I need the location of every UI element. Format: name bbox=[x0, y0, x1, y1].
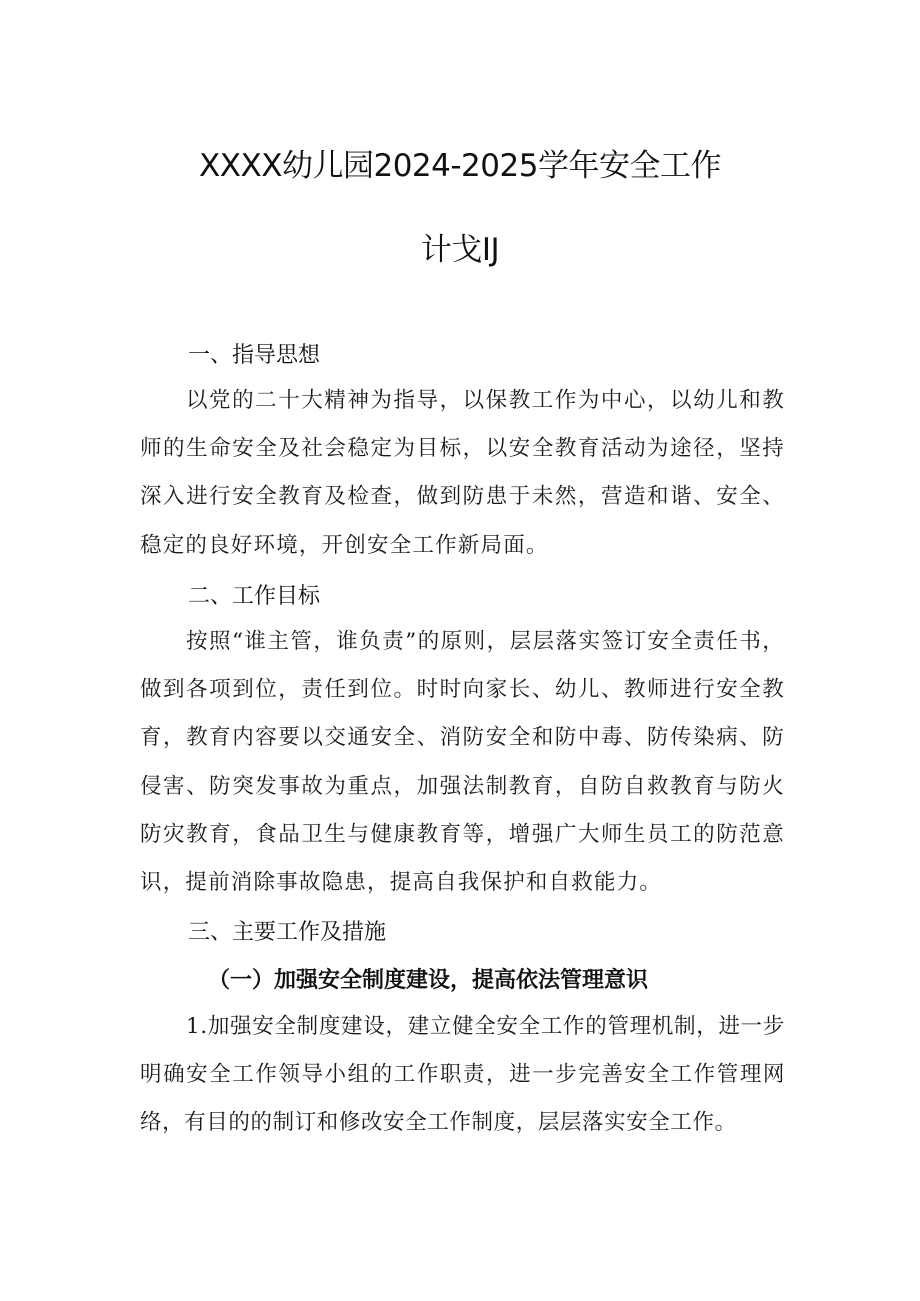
section-heading-work-goals: 二、工作目标 bbox=[188, 584, 321, 609]
document-title-line-1: XXXX幼儿园2024-2025学年安全工作 bbox=[199, 148, 721, 184]
section-heading-main-measures: 三、主要工作及措施 bbox=[188, 920, 387, 945]
section-paragraph-work-goals: 按照“谁主管，谁负责”的原则，层层落实签订安全责任书，做到各项到位，责任到位。时时向家长、幼儿、教师进行安全教育，教育内容要以交通安全、消防安全和防中毒、防传染病、防侵害、防突发事故为重点，加强法制教育，自防自救教育与防火防灾教育，食品卫生与健康教育等，增强广大师生员工的防范意识，提前消除事故隐患，提高自我保护和自救能力。 bbox=[140, 629, 785, 896]
section-paragraph-safety-system: 1.加强安全制度建设，建立健全安全工作的管理机制，进一步明确安全工作领导小组的工作职责，进一步完善安全工作管理网络，有目的的制订和修改安全工作制度，层层落实安全工作。 bbox=[140, 1014, 785, 1136]
section-paragraph-guiding-ideology: 以党的二十大精神为指导，以保教工作为中心，以幼儿和教师的生命安全及社会稳定为目标，以安全教育活动为途径，坚持深入进行安全教育及检查，做到防患于未然，营造和谐、安全、稳定的良好环境，开创安全工作新局面。 bbox=[140, 388, 785, 558]
section-subheading-safety-system: （一）加强安全制度建设，提高依法管理意识 bbox=[208, 968, 649, 993]
document-title-line-2: 计戈IJ bbox=[420, 232, 500, 268]
section-heading-guiding-ideology: 一、指导思想 bbox=[188, 343, 321, 368]
